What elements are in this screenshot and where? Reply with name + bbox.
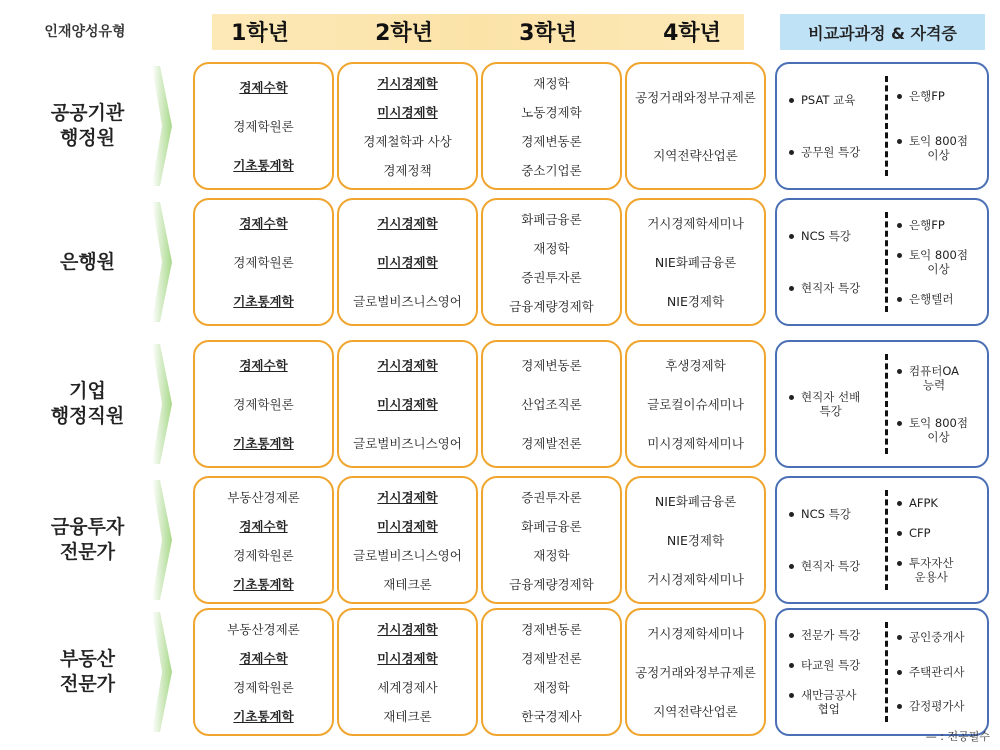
course-list	[625, 476, 766, 604]
certificate-list	[897, 64, 987, 188]
career-label: 은행원	[59, 250, 116, 273]
certificate-item	[897, 556, 987, 585]
required-course: 경제수학	[239, 80, 288, 96]
course-item: 경제발전론	[521, 435, 582, 451]
course-list	[193, 608, 334, 736]
certificate-label: 은행FP	[909, 217, 945, 232]
year-1-header: 1학년	[231, 20, 289, 46]
career-row	[0, 608, 1000, 736]
course-item: 재테크론	[383, 576, 432, 592]
certificate-item	[897, 630, 987, 644]
course-item: 글로벌비즈니스영어	[353, 435, 462, 451]
course-item: 증권투자론	[521, 269, 582, 285]
bullet-icon	[789, 633, 794, 638]
certificate-item	[897, 496, 987, 510]
green-arrow-icon	[148, 198, 174, 326]
extracurricular-box	[775, 198, 989, 326]
certificate-list	[897, 342, 987, 466]
program-item	[789, 628, 885, 642]
certificate-item	[897, 364, 987, 393]
year-3-header: 3학년	[519, 20, 577, 46]
bullet-icon	[789, 150, 794, 155]
course-list	[337, 340, 478, 468]
program-label: NCS 특강	[801, 228, 851, 243]
bullet-icon	[789, 512, 794, 517]
certificate-label: 은행FP	[909, 89, 945, 104]
program-list	[789, 64, 885, 188]
certificate-item	[897, 134, 987, 163]
career-label: 금융투자 전문가	[50, 516, 125, 563]
career-row	[0, 340, 1000, 468]
course-list	[481, 62, 622, 190]
bullet-icon	[897, 531, 902, 536]
bullet-icon	[789, 564, 794, 569]
course-item: 경제발전론	[521, 650, 582, 666]
certificate-item	[897, 665, 987, 679]
course-item: 금융계량경제학	[509, 576, 594, 592]
course-item: 금융계량경제학	[509, 298, 594, 314]
course-item: NIE경제학	[666, 293, 725, 309]
program-item	[789, 688, 885, 717]
program-list	[789, 478, 885, 602]
extracurricular-box	[775, 62, 989, 190]
course-item: 증권투자론	[521, 489, 582, 505]
course-item: 경제정책	[383, 162, 432, 178]
certificate-label: 은행텔러	[909, 291, 954, 306]
program-label: 현직자 특강	[801, 558, 861, 573]
program-item	[789, 229, 885, 243]
program-label: 타교원 특강	[801, 657, 861, 672]
course-item: 부동산경제론	[227, 489, 300, 505]
bullet-icon	[789, 98, 794, 103]
course-item: 경제학원론	[233, 547, 294, 563]
required-course: 미시경제학	[377, 104, 438, 120]
bullet-icon	[897, 704, 902, 709]
course-list	[193, 62, 334, 190]
required-course: 기초통계학	[233, 576, 294, 592]
bullet-icon	[897, 297, 902, 302]
program-list	[789, 200, 885, 324]
course-item: 경제변동론	[521, 133, 582, 149]
course-item: NIE화폐금융론	[654, 254, 737, 270]
course-item: 경제학원론	[233, 679, 294, 695]
required-course: 거시경제학	[377, 489, 438, 505]
bullet-icon	[897, 139, 902, 144]
extracurricular-box	[775, 340, 989, 468]
required-course: 기초통계학	[233, 435, 294, 451]
dashed-divider	[885, 212, 888, 312]
course-item: 한국경제사	[521, 708, 582, 724]
certificate-label: 토익 800점 이상	[909, 415, 968, 444]
program-label: 새만금공사 협업	[801, 687, 857, 716]
course-item: 경제학원론	[233, 254, 294, 270]
required-course: 경제수학	[239, 650, 288, 666]
course-item: 세계경제사	[377, 679, 438, 695]
course-item: 중소기업론	[521, 162, 582, 178]
program-item	[789, 281, 885, 295]
course-item: 거시경제학세미나	[647, 571, 744, 587]
course-item: 산업조직론	[521, 396, 582, 412]
bullet-icon	[789, 286, 794, 291]
career-label: 부동산 전문가	[59, 648, 116, 695]
certificate-item	[897, 526, 987, 540]
dashed-divider	[885, 490, 888, 590]
dashed-divider	[885, 354, 888, 454]
certificate-list	[897, 200, 987, 324]
required-course: 미시경제학	[377, 254, 438, 270]
career-row	[0, 476, 1000, 604]
bullet-icon	[897, 635, 902, 640]
course-item: 노동경제학	[521, 104, 582, 120]
course-item: NIE경제학	[666, 532, 725, 548]
course-list	[625, 608, 766, 736]
course-list	[337, 62, 478, 190]
green-arrow-icon	[148, 476, 174, 604]
certificate-item	[897, 248, 987, 277]
course-item: 글로컬이슈세미나	[647, 396, 744, 412]
course-item: 화폐금융론	[521, 518, 582, 534]
course-item: 글로벌비즈니스영어	[353, 293, 462, 309]
bullet-icon	[789, 693, 794, 698]
green-arrow-icon	[148, 62, 174, 190]
certificate-label: AFPK	[909, 495, 938, 510]
program-list	[789, 610, 885, 734]
year-2-header: 2학년	[375, 20, 433, 46]
green-arrow-icon	[148, 608, 174, 736]
bullet-icon	[789, 234, 794, 239]
green-arrow-icon	[148, 62, 174, 190]
program-label: 공무원 특강	[801, 144, 861, 159]
required-course: 거시경제학	[377, 358, 438, 374]
dashed-divider	[885, 76, 888, 176]
year-4-header: 4학년	[663, 20, 721, 46]
program-item	[789, 390, 885, 419]
required-course: 기초통계학	[233, 293, 294, 309]
career-row	[0, 62, 1000, 190]
course-item: 재정학	[533, 240, 570, 256]
course-list	[337, 476, 478, 604]
course-list	[625, 62, 766, 190]
bullet-icon	[897, 94, 902, 99]
required-course: 미시경제학	[377, 518, 438, 534]
required-course: 기초통계학	[233, 157, 294, 173]
course-item: 경제학원론	[233, 396, 294, 412]
career-label: 공공기관 행정원	[50, 102, 125, 149]
course-item: 경제변동론	[521, 358, 582, 374]
course-item: 재정학	[533, 679, 570, 695]
certificate-label: 주택관리사	[909, 664, 965, 679]
course-list	[625, 340, 766, 468]
course-list	[193, 476, 334, 604]
career-row	[0, 198, 1000, 326]
required-course: 거시경제학	[377, 216, 438, 232]
required-course: 미시경제학	[377, 396, 438, 412]
career-label: 기업 행정직원	[50, 380, 125, 427]
required-course: 경제수학	[239, 358, 288, 374]
course-item: 재정학	[533, 547, 570, 563]
course-item: 거시경제학세미나	[647, 216, 744, 232]
certificate-list	[897, 478, 987, 602]
program-label: 현직자 선배 특강	[801, 389, 861, 418]
course-item: 경제철학과 사상	[363, 133, 452, 149]
certificate-label: 투자자산 운용사	[909, 555, 954, 584]
course-item: 글로벌비즈니스영어	[353, 547, 462, 563]
course-item: 재테크론	[383, 708, 432, 724]
bullet-icon	[897, 223, 902, 228]
program-label: 현직자 특강	[801, 280, 861, 295]
certificate-item	[897, 292, 987, 306]
course-item: 재정학	[533, 75, 570, 91]
bullet-icon	[897, 369, 902, 374]
course-list	[625, 198, 766, 326]
required-course: 미시경제학	[377, 650, 438, 666]
required-course: 거시경제학	[377, 621, 438, 637]
extracurricular-box	[775, 608, 989, 736]
certificate-item	[897, 416, 987, 445]
program-item	[789, 507, 885, 521]
course-item: 지역전략산업론	[653, 148, 738, 163]
green-arrow-icon	[148, 340, 174, 468]
comparison-header: 비교과과정 & 자격증	[780, 14, 985, 50]
course-list	[481, 608, 622, 736]
bullet-icon	[897, 421, 902, 426]
program-item	[789, 658, 885, 672]
certificate-label: 토익 800점 이상	[909, 134, 968, 163]
certificate-label: 공인중개사	[909, 630, 965, 645]
program-item	[789, 93, 885, 107]
green-arrow-icon	[148, 198, 174, 326]
extracurricular-box	[775, 476, 989, 604]
program-item	[789, 145, 885, 159]
certificate-label: 감정평가사	[909, 699, 965, 714]
required-course: 경제수학	[239, 518, 288, 534]
course-item: 공정거래와정부규제론	[635, 664, 756, 680]
bullet-icon	[897, 253, 902, 258]
program-item	[789, 559, 885, 573]
course-item: 경제학원론	[233, 118, 294, 134]
course-list	[337, 198, 478, 326]
course-list	[481, 198, 622, 326]
bullet-icon	[897, 561, 902, 566]
green-arrow-icon	[148, 340, 174, 468]
legend-required-major: — : 전공필수	[925, 730, 990, 743]
course-item: 부동산경제론	[227, 621, 300, 637]
certificate-label: CFP	[909, 525, 931, 540]
course-item: 지역전략산업론	[653, 703, 738, 719]
dashed-divider	[885, 622, 888, 722]
course-list	[481, 340, 622, 468]
course-list	[193, 198, 334, 326]
required-course: 경제수학	[239, 216, 288, 232]
certificate-label: 토익 800점 이상	[909, 247, 968, 276]
certificate-item	[897, 699, 987, 713]
course-item: 거시경제학세미나	[647, 626, 744, 642]
certificate-label: 컴퓨터OA 능력	[909, 363, 960, 392]
career-type-header: 인재양성유형	[44, 24, 126, 40]
course-list	[193, 340, 334, 468]
required-course: 거시경제학	[377, 75, 438, 91]
course-item: 후생경제학	[665, 358, 726, 374]
course-item: 경제변동론	[521, 621, 582, 637]
green-arrow-icon	[148, 476, 174, 604]
program-list	[789, 342, 885, 466]
program-label: 전문가 특강	[801, 627, 861, 642]
bullet-icon	[789, 395, 794, 400]
course-item: 미시경제학세미나	[647, 435, 744, 451]
course-item: 화폐금융론	[521, 211, 582, 227]
course-item: NIE화폐금융론	[654, 494, 737, 510]
required-course: 기초통계학	[233, 708, 294, 724]
certificate-item	[897, 218, 987, 232]
bullet-icon	[897, 670, 902, 675]
course-item: 공정거래와정부규제론	[635, 90, 756, 105]
course-list	[481, 476, 622, 604]
green-arrow-icon	[148, 608, 174, 736]
bullet-icon	[897, 501, 902, 506]
course-list	[337, 608, 478, 736]
certificate-list	[897, 610, 987, 734]
bullet-icon	[789, 663, 794, 668]
certificate-item	[897, 89, 987, 103]
program-label: PSAT 교육	[801, 92, 856, 107]
program-label: NCS 특강	[801, 506, 851, 521]
